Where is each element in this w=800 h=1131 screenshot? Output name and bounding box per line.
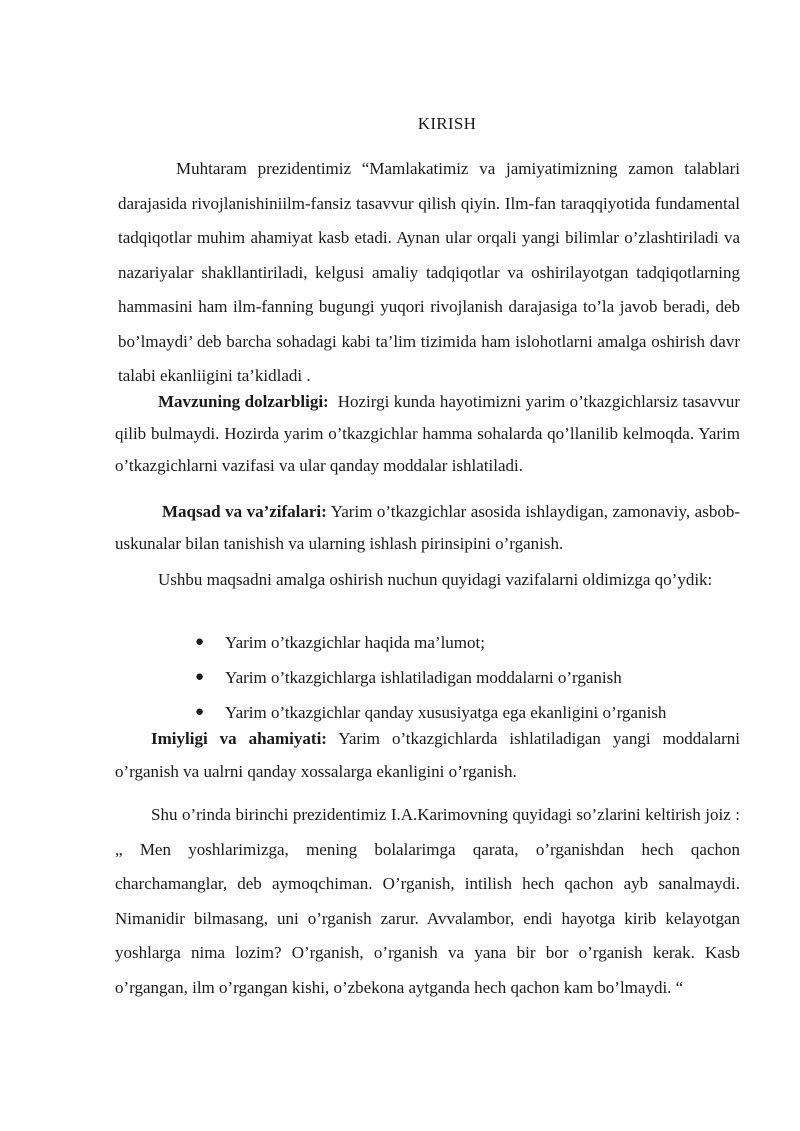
tasks-list (195, 625, 666, 730)
relevance-paragraph (115, 386, 740, 482)
bullet-icon: ● (195, 704, 205, 720)
list-item (195, 625, 666, 660)
quote-paragraph: Shu o’rinda birinchi prezidentimiz I.A.Karimovning quyidagi so’zlarini keltirish joiz : „ Men yoshlarimizga, mening bolalarimga qarata, o’rganishdan hech qachon charchamanglar, deb aymoqchiman. O’rganish, intilish hech qachon ayb sanalmaydi. Nimanidir bilmasang, uni o’rganish zarur. Avvalambor, endi hayotga kirib kelayotgan yoshlarga nima lozim? O’rganish, o’rganish va yana bir bor o’rganish kerak. Kasb o’rgangan, ilm o’rgangan kishi, o’zbekona aytganda hech qachon kam bo’lmaydi. “ (115, 805, 740, 997)
bullet-icon: ● (195, 669, 205, 685)
task-text: Yarim o’tkazgichlar haqida ma’lumot; (225, 633, 485, 652)
goals-text: Yarim o’tkazgichlar asosida ishlaydigan, zamonaviy, asbob-uskunalar bilan tanishish va ularning ishlash pirinsipini o’rganish. (115, 502, 740, 553)
intro-paragraph: Muhtaram prezidentimiz “Mamlakatimiz va jamiyatimizning zamon talablari darajasida rivojlanishiniilm-fansiz tasavvur qilish qiyin. Ilm-fan taraqqiyotida fundamental tadqiqotlar muhim ahamiyat kasb etadi. Aynan ular orqali yangi bilimlar o’zlashtiriladi va nazariyalar shakllantiriladi, kelgusi amaliy tadqiqotlar va oshirilayotgan tadqiqotlarning hammasini ham ilm-fanning bugungi yuqori rivojlanish darajasiga to’la javob beradi, deb bo’lmaydi’ deb barcha sohadagi kabi ta’lim tizimida ham islohotlarni amalga oshirish davr talabi ekanliigini ta’kidladi . (118, 159, 740, 385)
significance-heading: Imiyligi va ahamiyati: (151, 729, 327, 748)
significance-paragraph (115, 722, 740, 788)
list-item (195, 660, 666, 695)
significance-text: Yarim o’tkazgichlarda ishlatiladigan yangi moddalarni o’rganish va ualrni qanday xossalarga ekanligini o’rganish. (115, 729, 740, 781)
goals-paragraph (115, 496, 740, 560)
relevance-text: Hozirgi kunda hayotimizni yarim o’tkazgichlarsiz tasavvur qilib bulmaydi. Hozirda yarim o’tkazgichlar hamma sohalarda qo’llanilib kelmoqda. Yarim o’tkazgichlarni vazifasi va ular qanday moddalar ishlatiladi. (115, 392, 741, 475)
task-text: Yarim o’tkazgichlar qanday xususiyatga ega ekanligini o’rganish (225, 703, 667, 722)
task-text: Yarim o’tkazgichlarga ishlatiladigan moddalarni o’rganish (225, 668, 622, 687)
tasks-intro-paragraph: Ushbu maqsadni amalga oshirish nuchun quyidagi vazifalarni oldimizga qo’ydik: (158, 570, 713, 589)
page-title: KIRISH (417, 114, 477, 133)
relevance-heading: Mavzuning dolzarbligi: (158, 392, 329, 411)
bullet-icon: ● (195, 634, 205, 650)
goals-heading: Maqsad va va’zifalari: (162, 502, 327, 521)
